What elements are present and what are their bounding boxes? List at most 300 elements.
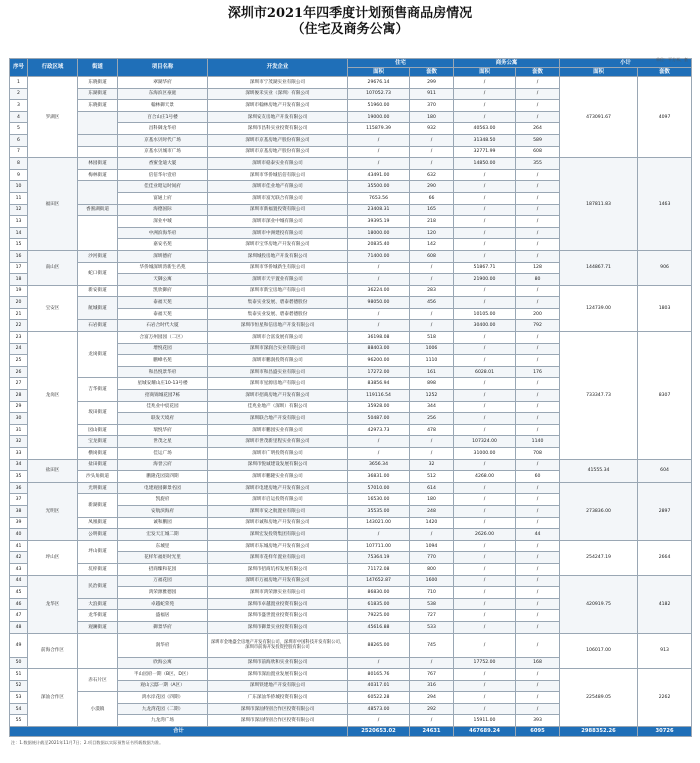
commercial-units-cell: / [516,459,560,471]
commercial-area-cell: 32771.99 [454,146,516,158]
residential-units-cell: 512 [410,471,454,483]
street-cell: 观澜街道 [78,621,118,633]
commercial-units-cell: / [516,540,560,552]
residential-units-cell: 256 [410,413,454,425]
residential-units-cell: 767 [410,669,454,681]
commercial-area-cell: / [454,517,516,529]
row-number: 27 [10,378,28,390]
row-number: 55 [10,715,28,727]
residential-units-cell: 165 [410,204,454,216]
commercial-area-cell: / [454,401,516,413]
residential-area-cell: 36831.00 [348,471,410,483]
commercial-units-cell: / [516,703,560,715]
district-subtotal-units: 604 [638,459,692,482]
district-subtotal-area: 124739.00 [560,285,638,331]
street-cell [78,216,118,251]
developer-cell: 深圳市鸿荣源实业有限公司 [208,587,348,599]
project-name-cell: 和昌悦景华府 [118,366,208,378]
header-residential: 住宅 [348,59,454,68]
row-number: 13 [10,216,28,228]
commercial-units-cell: / [516,413,560,425]
page-title [9,6,691,38]
row-number: 33 [10,448,28,460]
commercial-area-cell: 31000.00 [454,448,516,460]
district-subtotal-units: 1463 [638,158,692,251]
street-cell: 石岩街道 [78,320,118,332]
developer-cell: 深圳市电建房地产开发有限公司 [208,482,348,494]
residential-area-cell: 119116.54 [348,390,410,402]
footnote: 注：1.数据统计截至2021年11月7日；2.项目数据以实际预售证书所载数据为准。 [11,740,164,746]
commercial-area-cell: / [454,169,516,181]
project-name-cell: 翠湖华府 [118,77,208,89]
row-number: 49 [10,633,28,657]
commercial-area-cell: / [454,88,516,100]
commercial-area-cell: / [454,494,516,506]
commercial-units-cell: / [516,169,560,181]
table-row [10,459,692,471]
residential-units-cell: 770 [410,552,454,564]
residential-area-cell: 29676.14 [348,77,410,89]
residential-area-cell: 107711.00 [348,540,410,552]
residential-area-cell: / [348,274,410,286]
commercial-area-cell: / [454,610,516,622]
street-cell [78,146,118,158]
project-name-cell: 翰林御天景 [118,100,208,112]
street-cell: 香蜜湖街道 [78,204,118,216]
commercial-units-cell: / [516,482,560,494]
district-cell: 盐田区 [28,459,78,482]
project-name-cell: 电建观园御景名园 [118,482,208,494]
commercial-units-cell: / [516,355,560,367]
project-name-cell: 润华府 [118,633,208,657]
developer-cell: 深圳市深汕特别合作区投资有限公司 [208,715,348,727]
district-subtotal-units: 8307 [638,332,692,460]
residential-area-cell: 18000.00 [348,227,410,239]
commercial-units-cell: / [516,563,560,575]
header-street: 街道 [78,59,118,77]
residential-units-cell: / [410,715,454,727]
project-name-cell: 昌科御龙华府 [118,123,208,135]
project-name-cell: 京基水贝时代广场 [118,134,208,146]
row-number: 45 [10,587,28,599]
project-name-cell: 安航滨海府 [118,505,208,517]
street-cell: 横岗街道 [78,448,118,460]
table-row [10,250,692,262]
commercial-area-cell: 2626.00 [454,529,516,541]
header-developer: 开发企业 [208,59,348,77]
residential-area-cell: 83856.94 [348,378,410,390]
row-number: 29 [10,401,28,413]
row-number: 50 [10,657,28,669]
district-subtotal-area: 254247.19 [560,540,638,575]
project-name-cell: 深圳德府 [118,250,208,262]
residential-area-cell: 35500.00 [348,181,410,193]
residential-units-cell: 32 [410,459,454,471]
project-name-cell: 东海滨区豪庭 [118,88,208,100]
project-name-cell: 凯旋府 [118,494,208,506]
row-number: 15 [10,239,28,251]
developer-cell: 深圳市前海欣和实业有限公司 [208,657,348,669]
developer-cell: 深圳市宝华房地产开发有限公司 [208,239,348,251]
residential-units-cell: 292 [410,703,454,715]
commercial-units-cell: / [516,378,560,390]
district-cell: 宝安区 [28,285,78,331]
commercial-units-cell: 608 [516,146,560,158]
residential-units-cell: 1006 [410,343,454,355]
commercial-units-cell: 355 [516,158,560,170]
residential-area-cell: 98050.00 [348,297,410,309]
project-name-cell: 花样年福炬时光里 [118,552,208,564]
developer-cell: 集泰实业发展、碧泰碧德股份 [208,297,348,309]
commercial-area-cell: 15911.00 [454,715,516,727]
district-subtotal-units: 4182 [638,575,692,633]
residential-units-cell: / [410,529,454,541]
row-number: 19 [10,285,28,297]
street-cell: 盐田街道 [78,459,118,471]
residential-units-cell: 456 [410,297,454,309]
header-residential-units: 套数 [410,68,454,77]
street-cell: 沙河街道 [78,250,118,262]
row-number: 46 [10,598,28,610]
residential-units-cell: 1110 [410,355,454,367]
project-name-cell: 鸿水岸花园（四期） [118,692,208,704]
residential-units-cell: 344 [410,401,454,413]
commercial-units-cell: 44 [516,529,560,541]
row-number: 5 [10,123,28,135]
district-cell: 龙华区 [28,575,78,633]
commercial-units-cell: / [516,343,560,355]
row-number: 41 [10,540,28,552]
commercial-area-cell: / [454,239,516,251]
residential-units-cell: 248 [410,505,454,517]
commercial-area-cell: 4268.00 [454,471,516,483]
developer-cell: 广东深汕华侨城投资有限公司 [208,692,348,704]
district-cell: 南山区 [28,250,78,285]
project-name-cell: 卓越蛇荣苑 [118,598,208,610]
total-residential-units: 24631 [410,727,454,737]
commercial-area-cell: 10105.00 [454,308,516,320]
project-name-cell: 石岩合时代大厦 [118,320,208,332]
district-cell: 福田区 [28,158,78,251]
row-number: 22 [10,320,28,332]
street-cell: 民治街道 [78,575,118,598]
commercial-units-cell: / [516,669,560,681]
commercial-area-cell: / [454,77,516,89]
residential-area-cell: 3656.34 [348,459,410,471]
residential-area-cell: 45616.88 [348,621,410,633]
project-name-cell: 联发天境府 [118,413,208,425]
residential-units-cell: 614 [410,482,454,494]
district-subtotal-units: 4097 [638,77,692,158]
district-subtotal-units: 2262 [638,669,692,727]
developer-cell: 深圳市御景实业投资有限公司 [208,621,348,633]
residential-area-cell: 17272.00 [348,366,410,378]
commercial-area-cell: / [454,692,516,704]
table-row [10,285,692,297]
commercial-area-cell: / [454,390,516,402]
residential-area-cell: / [348,715,410,727]
total-commercial-units: 6095 [516,727,560,737]
residential-units-cell: 180 [410,111,454,123]
commercial-units-cell: / [516,100,560,112]
developer-cell: 深圳市中洲建投有限公司 [208,227,348,239]
row-number: 34 [10,459,28,471]
residential-area-cell: / [348,529,410,541]
project-name-cell: 佳佳业昭运时间府 [118,181,208,193]
row-number: 54 [10,703,28,715]
presale-table [9,58,692,737]
total-subtotal-units: 30726 [638,727,692,737]
commercial-units-cell: / [516,621,560,633]
row-number: 48 [10,621,28,633]
developer-cell: 深圳市鹏园实业有限公司 [208,424,348,436]
residential-units-cell: 727 [410,610,454,622]
commercial-units-cell: / [516,598,560,610]
commercial-units-cell: / [516,227,560,239]
commercial-units-cell: / [516,610,560,622]
street-cell: 林园街道 [78,158,118,170]
district-subtotal-area: 273836.00 [560,482,638,540]
district-cell: 罗湖区 [28,77,78,158]
row-number: 9 [10,169,28,181]
commercial-units-cell: 176 [516,366,560,378]
commercial-units-cell: / [516,204,560,216]
commercial-area-cell: / [454,204,516,216]
table-row [10,575,692,587]
developer-cell: 深圳市鹏润投资有限公司 [208,355,348,367]
developer-cell: 深圳市广明投资有限公司 [208,448,348,460]
residential-area-cell: 60522.28 [348,692,410,704]
developer-cell: 深圳市鹏隆实业有限公司 [208,471,348,483]
project-name-cell: 中洲滨海华府 [118,227,208,239]
district-subtotal-area: 187811.83 [560,158,638,251]
commercial-units-cell: / [516,250,560,262]
project-name-cell: 盛福居 [118,610,208,622]
residential-area-cell: 40317.01 [348,680,410,692]
commercial-area-cell: / [454,332,516,344]
developer-cell: 深圳宏发投资集团有限公司 [208,529,348,541]
commercial-units-cell: / [516,633,560,657]
commercial-units-cell: 708 [516,448,560,460]
commercial-units-cell: 200 [516,308,560,320]
residential-area-cell: / [348,657,410,669]
residential-area-cell: 88403.00 [348,343,410,355]
residential-area-cell: 36224.00 [348,285,410,297]
developer-cell: 佳兆业地产（深圳）有限公司 [208,401,348,413]
row-number: 35 [10,471,28,483]
residential-area-cell: 86830.00 [348,587,410,599]
commercial-area-cell: / [454,703,516,715]
residential-units-cell: 218 [410,216,454,228]
project-name-cell: 星城安耀山庄10-13号楼 [118,378,208,390]
residential-units-cell: 518 [410,332,454,344]
residential-units-cell: 800 [410,563,454,575]
row-number: 2 [10,88,28,100]
developer-cell: 深圳市新宝房地产有限公司 [208,285,348,297]
developer-cell: 深圳市京基房地产股份有限公司 [208,146,348,158]
row-number: 12 [10,204,28,216]
developer-cell: 深圳市深业中城有限公司 [208,216,348,228]
residential-units-cell: 290 [410,181,454,193]
residential-area-cell: 42973.73 [348,424,410,436]
developer-cell: 深圳市花样年置业有限公司 [208,552,348,564]
developer-cell: 深圳市金地盛全房地产开发有限公司、深圳市中国科技开发有限公司、深圳市前海开发投资控股有限公司 [208,633,348,657]
developer-cell: 深圳市盛世置业投资有限公司 [208,610,348,622]
header-residential-area: 面积 [348,68,410,77]
district-subtotal-area: 473091.67 [560,77,638,158]
commercial-units-cell: 128 [516,262,560,274]
residential-units-cell: / [410,158,454,170]
commercial-area-cell: 107324.00 [454,436,516,448]
residential-area-cell: 80165.76 [348,669,410,681]
row-number: 36 [10,482,28,494]
row-number: 23 [10,332,28,344]
residential-area-cell: / [348,448,410,460]
developer-cell: 深圳市招商坑梓发展有限公司 [208,563,348,575]
residential-area-cell: 57010.00 [348,482,410,494]
developer-cell: 深圳市佳业地产有限公司 [208,181,348,193]
residential-area-cell: / [348,262,410,274]
row-number: 53 [10,692,28,704]
row-number: 25 [10,355,28,367]
project-name-cell: 鹏峰名苑 [118,355,208,367]
commercial-units-cell: / [516,111,560,123]
district-subtotal-units: 2897 [638,482,692,540]
commercial-area-cell: / [454,297,516,309]
developer-cell: 深圳市深汕特别合作区投资有限公司 [208,703,348,715]
commercial-units-cell: 792 [516,320,560,332]
street-cell: 龙华街道 [78,610,118,622]
residential-area-cell: 43491.00 [348,169,410,181]
total-subtotal-area: 2988352.26 [560,727,638,737]
commercial-units-cell: / [516,424,560,436]
commercial-units-cell: / [516,216,560,228]
residential-area-cell: 35535.00 [348,505,410,517]
project-name-cell: 半山园府一期（B区、D区） [118,669,208,681]
residential-units-cell: 180 [410,494,454,506]
street-cell: 坂田街道 [78,401,118,424]
developer-cell: 深圳市华侨城倍倍有限公司 [208,169,348,181]
residential-units-cell: 161 [410,366,454,378]
project-name-cell: 增悦花园 [118,343,208,355]
unit-label: 单位：平方米、套 [656,57,688,62]
header-subtotal-area: 面积 [560,68,638,77]
residential-area-cell: / [348,436,410,448]
residential-units-cell: 632 [410,169,454,181]
developer-cell: 集泰实业发展、碧泰碧德股份 [208,308,348,320]
commercial-area-cell: / [454,424,516,436]
commercial-area-cell: / [454,343,516,355]
developer-cell: 深圳市华侨城新生有限公司 [208,262,348,274]
project-name-cell: 佳兆业中宸花园 [118,401,208,413]
residential-area-cell: 36198.08 [348,332,410,344]
street-cell: 光明街道 [78,482,118,494]
residential-area-cell: / [348,308,410,320]
street-cell: 蛇口街道 [78,262,118,285]
row-number: 24 [10,343,28,355]
developer-cell: 深圳市启运投资有限公司 [208,494,348,506]
commercial-units-cell: / [516,401,560,413]
street-cell [78,111,118,134]
row-number: 47 [10,610,28,622]
street-cell: 凤凰街道 [78,517,118,529]
street-cell: 东晓街道 [78,100,118,112]
commercial-units-cell: / [516,587,560,599]
commercial-area-cell: / [454,227,516,239]
project-name-cell: 欣海公寓 [118,657,208,669]
commercial-area-cell: / [454,285,516,297]
project-name-cell: 泰福天苑 [118,297,208,309]
commercial-units-cell: / [516,285,560,297]
residential-area-cell: 39395.19 [348,216,410,228]
residential-units-cell: 898 [410,378,454,390]
table-row [10,77,692,89]
residential-units-cell: 1252 [410,390,454,402]
commercial-area-cell: / [454,587,516,599]
project-name-cell: 招商臻和花园 [118,563,208,575]
street-cell: 赤石片区 [78,669,118,692]
header-no: 序号 [10,59,28,77]
residential-area-cell: 16530.00 [348,494,410,506]
residential-area-cell: 96200.00 [348,355,410,367]
commercial-units-cell: 80 [516,274,560,286]
residential-area-cell: 75364.19 [348,552,410,564]
commercial-area-cell: 30400.00 [454,320,516,332]
commercial-area-cell: / [454,598,516,610]
project-name-cell: 宏发天汇城二期 [118,529,208,541]
project-name-cell: 观山云邸一期（A区） [118,680,208,692]
row-number: 11 [10,192,28,204]
commercial-units-cell: / [516,494,560,506]
developer-cell: 深圳市富光联合有限公司 [208,192,348,204]
street-cell: 沙头角街道 [78,471,118,483]
header-subtotal-units: 套数 [638,68,692,77]
commercial-units-cell: / [516,517,560,529]
residential-area-cell: 107052.73 [348,88,410,100]
district-subtotal-area: 106017.00 [560,633,638,669]
residential-area-cell: 143021.00 [348,517,410,529]
district-cell: 光明区 [28,482,78,540]
commercial-area-cell: 17752.00 [454,657,516,669]
commercial-area-cell: / [454,459,516,471]
project-name-cell: 瑞悦华府 [118,424,208,436]
district-subtotal-area: 225489.05 [560,669,638,727]
commercial-area-cell: / [454,540,516,552]
row-number: 44 [10,575,28,587]
title-line-2: （住宅及商务公寓） [291,22,409,37]
developer-cell: 深圳市诚和房地产开发有限公司 [208,517,348,529]
project-name-cell: 嘉安名苑 [118,239,208,251]
commercial-units-cell: / [516,192,560,204]
commercial-area-cell: / [454,680,516,692]
commercial-units-cell: / [516,390,560,402]
residential-area-cell: / [348,134,410,146]
project-name-cell: 招商锦城花园7栋 [118,390,208,402]
district-cell: 深汕合作区 [28,669,78,727]
developer-cell: 深圳市招商房地产开发有限公司 [208,390,348,402]
residential-area-cell: 20835.40 [348,239,410,251]
district-subtotal-area: 144867.71 [560,250,638,285]
commercial-units-cell: / [516,297,560,309]
district-subtotal-units: 913 [638,633,692,669]
street-cell: 东湖街道 [78,88,118,100]
table-row [10,158,692,170]
residential-units-cell: 911 [410,88,454,100]
header-district: 行政区域 [28,59,78,77]
residential-area-cell: / [348,158,410,170]
project-name-cell: 香蜜金迪大厦 [118,158,208,170]
commercial-units-cell: 393 [516,715,560,727]
